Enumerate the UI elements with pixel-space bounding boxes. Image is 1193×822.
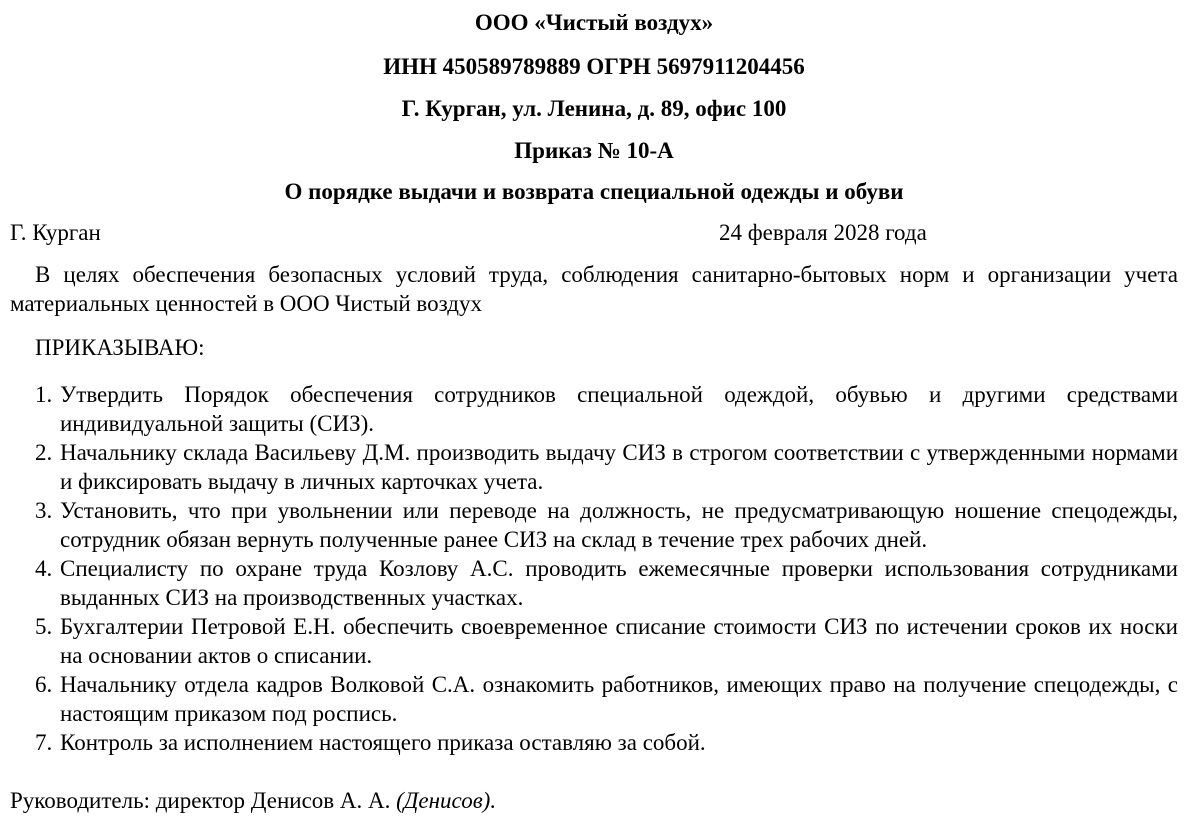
order-subject: О порядке выдачи и возврата специальной одежды и обуви [284, 179, 904, 204]
company-ids: ИНН 450589789889 ОГРН 5697911204456 [383, 54, 805, 79]
item-number: 1. [35, 382, 53, 407]
item-text: Контроль за исполнением настоящего приказа оставляю за собой. [60, 730, 706, 755]
order-place: Г. Курган [10, 220, 101, 245]
item-text: Специалисту по охране труда Козлову А.С. проводить ежемесячные проверки использования сотрудниками выданных СИЗ на производственных участках. [60, 556, 1178, 610]
item-number: 7. [35, 730, 53, 755]
item-text: Начальнику склада Васильеву Д.М. производить выдачу СИЗ в строгом соответствии с утвержденными нормами и фиксировать выдачу в личных карточках учета. [60, 440, 1178, 494]
list-item [35, 728, 1178, 757]
list-item [35, 380, 1178, 438]
order-date: 24 февраля 2028 года [719, 220, 927, 245]
company-name: ООО «Чистый воздух» [474, 10, 714, 35]
item-text: Начальнику отдела кадров Волковой С.А. ознакомить работников, имеющих право на получение спецодежды, с настоящим приказом под роспись. [60, 672, 1178, 726]
order-number: Приказ № 10-А [514, 138, 674, 163]
list-item [35, 554, 1178, 612]
list-item [35, 438, 1178, 496]
order-word: ПРИКАЗЫВАЮ: [35, 335, 205, 360]
list-item [35, 612, 1178, 670]
item-text: Утвердить Порядок обеспечения сотрудников специальной одеждой, обувью и другими средствами индивидуальной защиты (СИЗ). [60, 382, 1178, 436]
item-text: Бухгалтерии Петровой Е.Н. обеспечить своевременное списание стоимости СИЗ по истечении сроков их носки на основании актов о списании. [60, 614, 1178, 668]
list-item [35, 496, 1178, 554]
signature-line [10, 786, 496, 815]
place-date-row [10, 218, 1178, 247]
company-address: Г. Курган, ул. Ленина, д. 89, офис 100 [401, 96, 787, 121]
item-number: 6. [35, 672, 53, 697]
item-number: 4. [35, 556, 53, 581]
item-number: 5. [35, 614, 53, 639]
order-items-list [35, 380, 1178, 757]
preamble: В целях обеспечения безопасных условий труда, соблюдения санитарно-бытовых норм и организации учета материальных ценностей в ООО Чистый воздух [10, 262, 1178, 316]
item-text: Установить, что при увольнении или переводе на должность, не предусматривающую ношение спецодежды, сотрудник обязан вернуть полученные ранее СИЗ на склад в течение трех рабочих дней. [60, 498, 1178, 552]
signature-name: (Денисов). [396, 788, 497, 813]
item-number: 3. [35, 498, 53, 523]
signature-label: Руководитель: директор Денисов А. А. [10, 788, 391, 813]
item-number: 2. [35, 440, 53, 465]
list-item [35, 670, 1178, 728]
